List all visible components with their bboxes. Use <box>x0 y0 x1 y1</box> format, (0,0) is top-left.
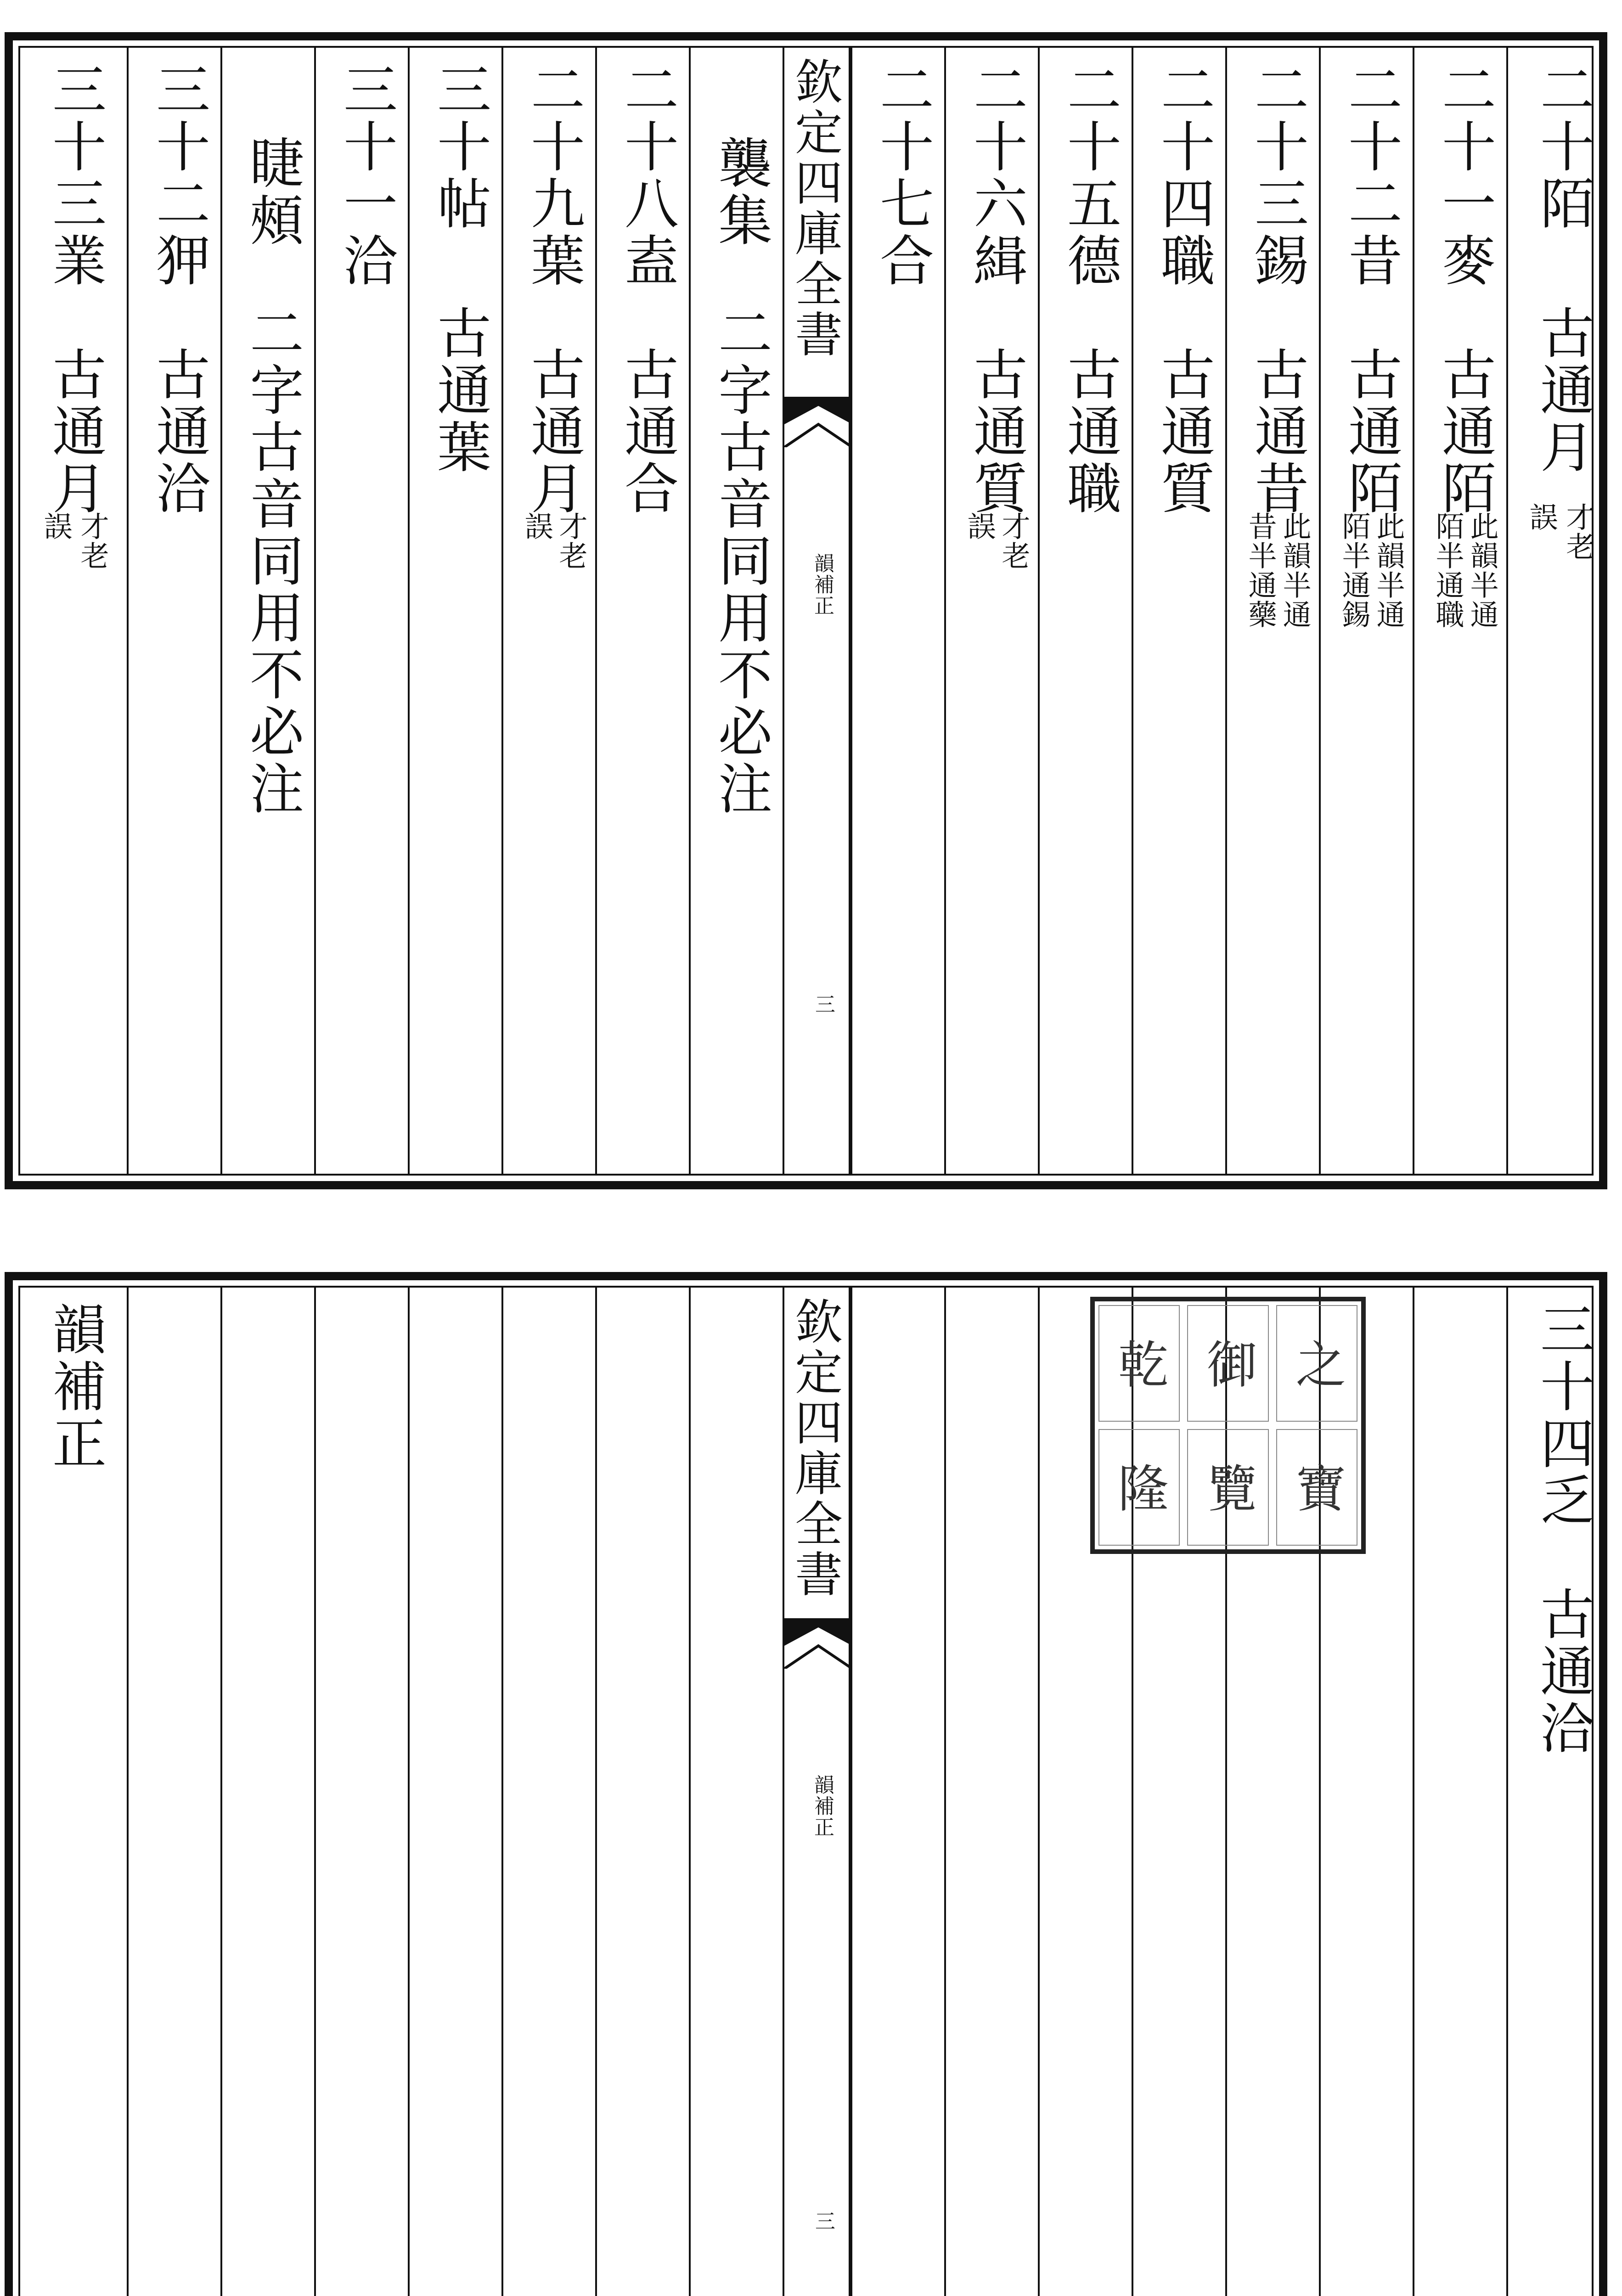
center-fold <box>783 1288 850 2296</box>
top-frame <box>5 32 1607 1189</box>
column-15 <box>127 1288 220 2296</box>
column-13 <box>314 1288 408 2296</box>
rhyme-heading: 三十二狎 <box>147 62 210 289</box>
annotation: 才老 <box>1561 502 1595 561</box>
rhyme-heading: 三十帖 <box>428 62 491 232</box>
column-12 <box>408 48 501 1174</box>
column-1 <box>1506 48 1603 1174</box>
fishtail-mark <box>784 397 852 447</box>
rhyme-heading: 二十二昔 <box>1339 62 1402 289</box>
rhyme-heading: 二十四職 <box>1152 62 1215 289</box>
column-16 <box>20 48 127 1174</box>
column-14 <box>220 1288 314 2296</box>
annotation: 陌半通錫 <box>1337 512 1371 629</box>
bottom-frame <box>5 1272 1607 2296</box>
rhyme-gloss: 古通陌 <box>1433 346 1496 517</box>
rhyme-heading: 睫頰 <box>241 135 304 249</box>
rhyme-gloss: 古通葉 <box>428 305 491 476</box>
annotation: 誤 <box>39 512 73 541</box>
seal-character: 覽 <box>1187 1429 1268 1546</box>
rhyme-heading: 二十五德 <box>1058 62 1121 289</box>
column-15 <box>127 48 220 1174</box>
rhyme-heading: 二十七合 <box>871 62 934 289</box>
rhyme-heading: 二十八盍 <box>615 62 679 289</box>
imperial-seal <box>1090 1297 1366 1554</box>
annotation: 誤 <box>1525 502 1559 532</box>
center-label: 韻補正 <box>811 553 834 616</box>
annotation: 昔半通藥 <box>1244 512 1278 629</box>
rhyme-heading: 二十六緝 <box>964 62 1028 289</box>
rhyme-heading: 二十一麥 <box>1433 62 1496 289</box>
column-14 <box>220 48 314 1174</box>
rhyme-heading: 三十一洽 <box>334 62 398 289</box>
column-2 <box>1413 48 1506 1174</box>
rhyme-gloss: 古通合 <box>615 346 679 517</box>
rhyme-gloss: 古通職 <box>1058 346 1121 517</box>
column-10 <box>595 1288 689 2296</box>
seal-character: 乾 <box>1098 1305 1180 1422</box>
column-8 <box>850 1288 944 2296</box>
annotation: 才老 <box>997 512 1031 570</box>
fishtail-mark <box>784 1618 852 1669</box>
seal-character: 隆 <box>1098 1429 1180 1546</box>
column-13 <box>314 48 408 1174</box>
column-4 <box>1225 48 1319 1174</box>
top-inner-frame <box>18 46 1594 1176</box>
rhyme-gloss: 古通陌 <box>1339 346 1402 517</box>
annotation: 此韻半通 <box>1278 512 1312 629</box>
center-fold <box>783 48 850 1174</box>
rhyme-heading: 三十四乏 <box>1531 1301 1594 1529</box>
rhyme-gloss: 古通洽 <box>147 346 210 517</box>
column-10 <box>595 48 689 1174</box>
column-11 <box>501 1288 595 2296</box>
column-8 <box>850 48 944 1174</box>
bottom-inner-frame <box>18 1286 1594 2296</box>
rhyme-heading: 三十三業 <box>43 62 107 289</box>
column-11 <box>501 48 595 1174</box>
rhyme-gloss: 古通質 <box>964 346 1028 517</box>
column-3 <box>1319 48 1413 1174</box>
folio-number: 三 <box>811 994 835 1015</box>
annotation: 此韻半通 <box>1465 512 1499 629</box>
center-label: 韻補正 <box>811 1774 834 1838</box>
rhyme-gloss: 古通月 <box>43 346 107 517</box>
column-6 <box>1038 48 1132 1174</box>
seal-character: 御 <box>1187 1305 1268 1422</box>
rhyme-heading: 襲集 <box>709 135 772 249</box>
column-7 <box>944 48 1038 1174</box>
book-title: 欽定四庫全書 <box>787 1297 843 1600</box>
column-9 <box>689 1288 783 2296</box>
column-2 <box>1413 1288 1506 2296</box>
rhyme-gloss: 二字古音同用不必注 <box>241 305 304 817</box>
column-1 <box>1506 1288 1603 2296</box>
folio-number: 三 <box>811 2211 835 2232</box>
column-12 <box>408 1288 501 2296</box>
annotation: 才老 <box>76 512 110 570</box>
rhyme-heading: 二十九葉 <box>522 62 585 289</box>
annotation: 陌半通職 <box>1431 512 1465 629</box>
column-16 <box>20 1288 127 2296</box>
rhyme-gloss: 二字古音同用不必注 <box>709 305 772 817</box>
rhyme-gloss: 古通昔 <box>1245 346 1309 517</box>
column-7 <box>944 1288 1038 2296</box>
rhyme-gloss: 古通洽 <box>1531 1586 1594 1757</box>
seal-character: 之 <box>1276 1305 1357 1422</box>
rhyme-heading: 二十陌 <box>1531 62 1594 232</box>
book-title: 欽定四庫全書 <box>787 57 843 360</box>
rhyme-gloss: 古通月 <box>522 346 585 517</box>
column-9 <box>689 48 783 1174</box>
book-subtitle: 韻補正 <box>43 1301 107 1472</box>
column-5 <box>1132 48 1225 1174</box>
seal-character: 寶 <box>1276 1429 1357 1546</box>
rhyme-gloss: 古通質 <box>1152 346 1215 517</box>
rhyme-heading: 二十三錫 <box>1245 62 1309 289</box>
annotation: 誤 <box>520 512 554 541</box>
annotation: 才老 <box>554 512 588 570</box>
bottom-page <box>0 1212 1622 2296</box>
rhyme-gloss: 古通月 <box>1531 305 1594 476</box>
annotation: 此韻半通 <box>1372 512 1406 629</box>
annotation: 誤 <box>963 512 997 541</box>
